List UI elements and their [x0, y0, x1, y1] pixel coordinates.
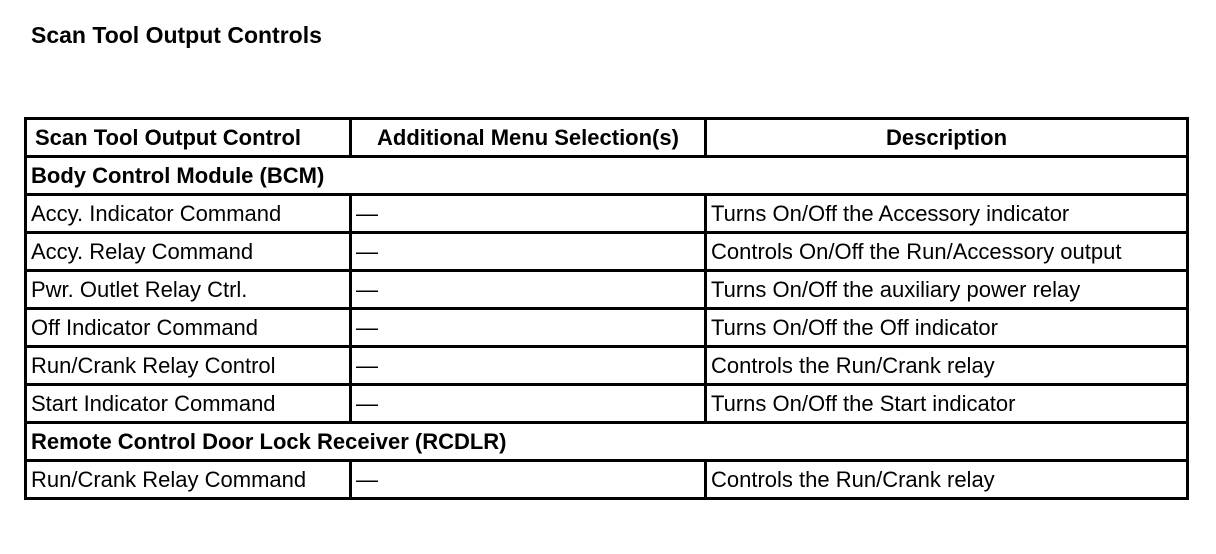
control-cell: Accy. Indicator Command	[26, 195, 351, 233]
table-row	[26, 195, 1188, 233]
header-menu-selection: Additional Menu Selection(s)	[351, 119, 706, 157]
description-cell: Turns On/Off the Accessory indicator	[706, 195, 1188, 233]
description-cell: Controls On/Off the Run/Accessory output	[706, 233, 1188, 271]
description-cell: Controls the Run/Crank relay	[706, 461, 1188, 499]
control-cell: Run/Crank Relay Command	[26, 461, 351, 499]
description-cell: Turns On/Off the auxiliary power relay	[706, 271, 1188, 309]
control-cell: Start Indicator Command	[26, 385, 351, 423]
table-row	[26, 271, 1188, 309]
menu-cell: —	[351, 271, 706, 309]
table-row	[26, 385, 1188, 423]
menu-cell: —	[351, 347, 706, 385]
control-cell: Run/Crank Relay Control	[26, 347, 351, 385]
description-cell: Controls the Run/Crank relay	[706, 347, 1188, 385]
control-cell: Pwr. Outlet Relay Ctrl.	[26, 271, 351, 309]
table-row	[26, 309, 1188, 347]
section-title: Remote Control Door Lock Receiver (RCDLR)	[26, 423, 1188, 461]
menu-cell: —	[351, 309, 706, 347]
menu-cell: —	[351, 195, 706, 233]
page-title: Scan Tool Output Controls	[31, 22, 322, 48]
section-row-rcdlr	[26, 423, 1188, 461]
menu-cell: —	[351, 385, 706, 423]
section-title: Body Control Module (BCM)	[26, 157, 1188, 195]
control-cell: Accy. Relay Command	[26, 233, 351, 271]
table-row	[26, 347, 1188, 385]
section-row-bcm	[26, 157, 1188, 195]
description-cell: Turns On/Off the Start indicator	[706, 385, 1188, 423]
output-controls-table	[24, 117, 1189, 500]
table-row	[26, 233, 1188, 271]
header-output-control: Scan Tool Output Control	[26, 119, 351, 157]
menu-cell: —	[351, 233, 706, 271]
header-description: Description	[706, 119, 1188, 157]
menu-cell: —	[351, 461, 706, 499]
control-cell: Off Indicator Command	[26, 309, 351, 347]
description-cell: Turns On/Off the Off indicator	[706, 309, 1188, 347]
table-row	[26, 461, 1188, 499]
table-header-row	[26, 119, 1188, 157]
